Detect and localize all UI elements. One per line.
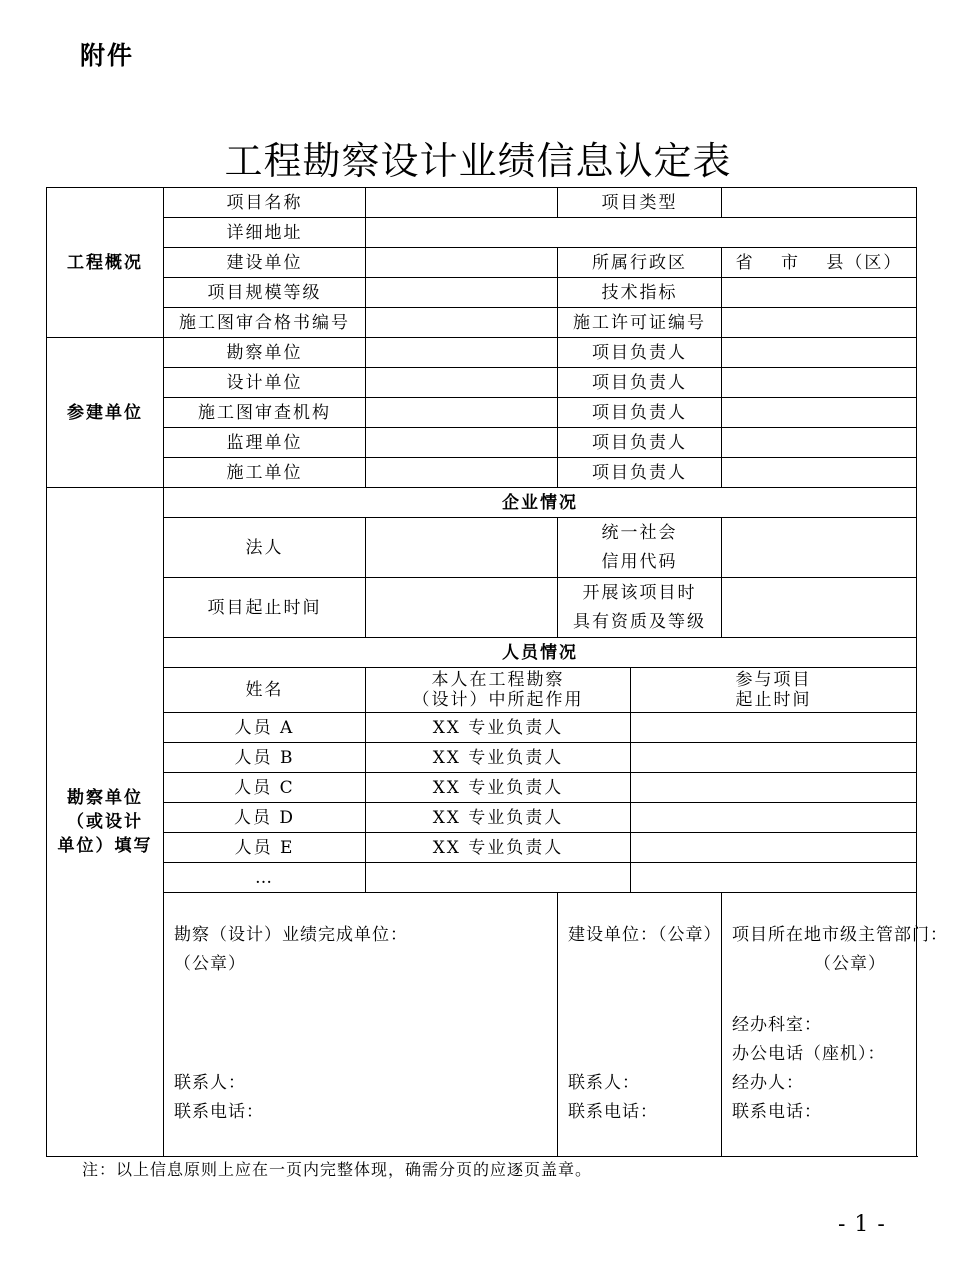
label-unit: 施工单位 bbox=[164, 458, 366, 488]
sig-authority-phone: 联系电话： bbox=[732, 1102, 822, 1122]
person-ellipsis: … bbox=[164, 863, 366, 893]
section-survey-line: 单位）填写 bbox=[57, 836, 153, 856]
field-unit[interactable] bbox=[366, 368, 558, 398]
field-project-name[interactable] bbox=[366, 188, 558, 218]
personnel-heading: 人员情况 bbox=[164, 638, 917, 668]
person-role: XX 专业负责人 bbox=[366, 803, 631, 833]
section-survey-line: 勘察单位 bbox=[67, 788, 143, 808]
label-lead: 项目负责人 bbox=[558, 338, 722, 368]
attachment-label: 附件 bbox=[80, 41, 135, 70]
signature-survey-unit[interactable] bbox=[164, 893, 558, 1157]
enterprise-heading: 企业情况 bbox=[164, 488, 917, 518]
signature-builder-unit[interactable] bbox=[558, 893, 722, 1157]
field-lead[interactable] bbox=[722, 338, 917, 368]
label-unit: 设计单位 bbox=[164, 368, 366, 398]
person-name: 人员 B bbox=[164, 743, 366, 773]
field-lead[interactable] bbox=[722, 458, 917, 488]
person-period[interactable] bbox=[631, 773, 917, 803]
field-unit[interactable] bbox=[366, 458, 558, 488]
person-name: 人员 D bbox=[164, 803, 366, 833]
person-name: 人员 E bbox=[164, 833, 366, 863]
label-drawing-cert: 施工图审合格书编号 bbox=[164, 308, 366, 338]
field-unit[interactable] bbox=[366, 338, 558, 368]
sig-survey-contact: 联系人： bbox=[174, 1073, 246, 1093]
col-header-name: 姓名 bbox=[164, 668, 366, 713]
person-role: XX 专业负责人 bbox=[366, 773, 631, 803]
label-project-type: 项目类型 bbox=[558, 188, 722, 218]
label-unit: 监理单位 bbox=[164, 428, 366, 458]
sig-builder-phone: 联系电话： bbox=[568, 1102, 658, 1122]
field-tech-index[interactable] bbox=[722, 278, 917, 308]
label-address: 详细地址 bbox=[164, 218, 366, 248]
sig-authority-office-phone: 办公电话（座机）： bbox=[732, 1044, 886, 1064]
field-permit-no[interactable] bbox=[722, 308, 917, 338]
label-credit-code-line: 信用代码 bbox=[601, 551, 678, 572]
label-credit-code-line: 统一社会 bbox=[601, 522, 678, 543]
section-overview: 工程概况 bbox=[47, 188, 164, 338]
col-header-period-line: 参与项目 bbox=[735, 670, 812, 690]
field-qualification[interactable] bbox=[722, 578, 917, 638]
field-project-type[interactable] bbox=[722, 188, 917, 218]
certification-form bbox=[46, 187, 948, 1157]
label-permit-no: 施工许可证编号 bbox=[558, 308, 722, 338]
label-lead: 项目负责人 bbox=[558, 428, 722, 458]
col-header-role-line: （设计）中所起作用 bbox=[412, 690, 584, 710]
label-unit: 施工图审查机构 bbox=[164, 398, 366, 428]
label-legal-person: 法人 bbox=[164, 518, 366, 578]
label-lead: 项目负责人 bbox=[558, 458, 722, 488]
person-role: XX 专业负责人 bbox=[366, 833, 631, 863]
sig-authority-seal: （公章） bbox=[814, 954, 886, 974]
sig-builder-title: 建设单位：（公章） bbox=[568, 925, 722, 945]
field-district[interactable]: 省 市 县（区） bbox=[722, 248, 917, 278]
label-unit: 勘察单位 bbox=[164, 338, 366, 368]
sig-authority-office: 经办科室： bbox=[732, 1015, 822, 1035]
field-project-period[interactable] bbox=[366, 578, 558, 638]
sig-survey-phone: 联系电话： bbox=[174, 1102, 264, 1122]
person-period[interactable] bbox=[631, 863, 917, 893]
field-lead[interactable] bbox=[722, 398, 917, 428]
field-drawing-cert[interactable] bbox=[366, 308, 558, 338]
field-lead[interactable] bbox=[722, 368, 917, 398]
sig-survey-title: 勘察（设计）业绩完成单位： bbox=[174, 925, 408, 945]
signature-authority[interactable] bbox=[722, 893, 948, 1157]
page-title: 工程勘察设计业绩信息认定表 bbox=[224, 139, 732, 183]
page-number: - 1 - bbox=[838, 1212, 886, 1237]
section-survey-unit bbox=[47, 488, 164, 1157]
field-legal-person[interactable] bbox=[366, 518, 558, 578]
person-period[interactable] bbox=[631, 713, 917, 743]
col-header-period bbox=[631, 668, 917, 713]
sig-authority-title: 项目所在地市级主管部门： bbox=[732, 925, 948, 945]
person-role[interactable] bbox=[366, 863, 631, 893]
label-scale-level: 项目规模等级 bbox=[164, 278, 366, 308]
person-period[interactable] bbox=[631, 833, 917, 863]
footer-note: 注：以上信息原则上应在一页内完整体现，确需分页的应逐页盖章。 bbox=[82, 1160, 593, 1179]
field-unit[interactable] bbox=[366, 428, 558, 458]
col-header-role-line: 本人在工程勘察 bbox=[431, 670, 565, 690]
person-role: XX 专业负责人 bbox=[366, 713, 631, 743]
person-name: 人员 A bbox=[164, 713, 366, 743]
label-lead: 项目负责人 bbox=[558, 368, 722, 398]
field-unit[interactable] bbox=[366, 398, 558, 428]
person-name: 人员 C bbox=[164, 773, 366, 803]
col-header-period-line: 起止时间 bbox=[735, 690, 812, 710]
label-tech-index: 技术指标 bbox=[558, 278, 722, 308]
person-period[interactable] bbox=[631, 743, 917, 773]
person-period[interactable] bbox=[631, 803, 917, 833]
label-qualification bbox=[558, 578, 722, 638]
label-lead: 项目负责人 bbox=[558, 398, 722, 428]
label-builder: 建设单位 bbox=[164, 248, 366, 278]
sig-survey-seal: （公章） bbox=[174, 954, 246, 974]
label-project-name: 项目名称 bbox=[164, 188, 366, 218]
section-participants: 参建单位 bbox=[47, 338, 164, 488]
field-address[interactable] bbox=[366, 218, 917, 248]
field-lead[interactable] bbox=[722, 428, 917, 458]
label-qualification-line: 具有资质及等级 bbox=[573, 611, 706, 632]
label-qualification-line: 开展该项目时 bbox=[582, 582, 697, 603]
label-project-period: 项目起止时间 bbox=[164, 578, 366, 638]
field-builder[interactable] bbox=[366, 248, 558, 278]
field-credit-code[interactable] bbox=[722, 518, 917, 578]
label-credit-code bbox=[558, 518, 722, 578]
person-role: XX 专业负责人 bbox=[366, 743, 631, 773]
col-header-role bbox=[366, 668, 631, 713]
field-scale-level[interactable] bbox=[366, 278, 558, 308]
sig-builder-contact: 联系人： bbox=[568, 1073, 640, 1093]
sig-authority-handler: 经办人： bbox=[732, 1073, 804, 1093]
label-district: 所属行政区 bbox=[558, 248, 722, 278]
section-survey-line: （或设计 bbox=[67, 812, 143, 832]
